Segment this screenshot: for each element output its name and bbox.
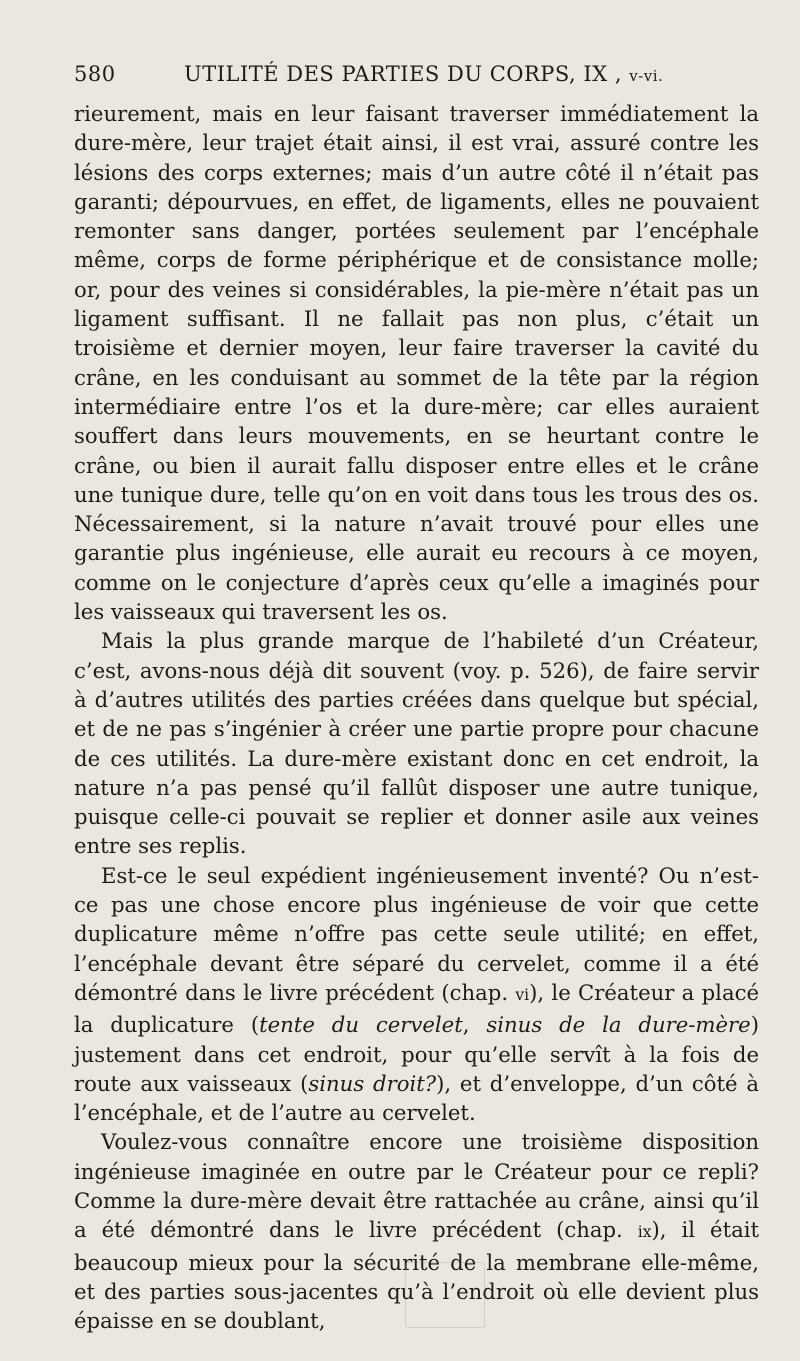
library-stamp (405, 1262, 485, 1328)
paragraph (74, 861, 759, 1128)
running-title-text: UTILITÉ DES PARTIES DU CORPS, IX , (184, 62, 623, 86)
text-run: ) justement dans cet endroit, pour qu’elle servît à la fois de route aux vaisseaux ( (74, 1012, 759, 1096)
chapter-ref: ix (637, 1223, 652, 1242)
italic-term: sinus de la dure-mère (486, 1012, 751, 1038)
text-run: ), il était beaucoup mieux pour la sécurité de la membrane elle-même, et des parties sous-jacentes qu’à l’endroit où elle devient plus épaisse en se doublant, (74, 1217, 760, 1334)
text-run: Mais la plus grande marque de l’habileté d’un Créateur, c’est, avons-nous déjà dit souvent (voy. p. 526), de faire servir à d’autres utilités des parties créées dans quelque but spécial, et de ne pas s’ingénier à créer une partie propre pour chacune de ces utilités. La dure-mère existant donc en cet endroit, la nature n’a pas pensé qu’il fallût disposer une autre tunique, puisque celle-ci pouvait se replier et donner asile aux veines entre ses replis. (74, 628, 759, 859)
italic-term: tente du cervelet (259, 1012, 463, 1038)
text-run: , (462, 1012, 487, 1038)
italic-term: sinus droit? (308, 1070, 437, 1096)
paragraph (74, 99, 759, 626)
chapter-range: v-vi. (629, 67, 664, 85)
body-text (74, 99, 759, 1335)
text-run: Voulez-vous connaître encore une troisième disposition ingénieuse imaginée en outre par le Créateur pour ce repli? Comme la dure-mère devait être rattachée au crâne, ainsi qu’il a été démontré dans le livre précédent (chap. (74, 1129, 759, 1243)
text-run: ), le Créateur a placé la duplicature ( (74, 979, 759, 1038)
paragraph (74, 626, 759, 860)
text-run: Est-ce le seul expédient ingénieusement inventé? Ou n’est-ce pas une chose encore plus ingénieuse de voir que cette duplicature même n’offre pas cette seule utilité; en effet, l’encéphale devant être séparé du cervelet, comme il a été démontré dans le livre précédent (chap. (74, 862, 759, 1005)
running-title (184, 62, 663, 86)
text-run: rieurement, mais en leur faisant traverser immédiatement la dure-mère, leur trajet était ainsi, il est vrai, assuré contre les lésions des corps externes; mais d’un autre côté il n’était pas garanti; dépourvues, en effet, de ligaments, elles ne pouvaient remonter sans danger, portées seulement par l’encéphale même, corps de forme périphérique et de consistance molle; or, pour des veines si considérables, la pie-mère n’était pas un ligament suffisant. Il ne fallait pas non plus, c’était un troisième et dernier moyen, leur faire traverser la cavité du crâne, en les conduisant au sommet de la tête par la région intermédiaire entre l’os et la dure-mère; car elles auraient souffert dans leurs mouvements, en se heurtant contre le crâne, ou bien il aurait fallu disposer entre elles et le crâne une tunique dure, telle qu’on en voit dans tous les trous des os. Nécessairement, si la nature n’avait trouvé pour elles une garantie plus ingénieuse, elle aurait eu recours à ce moyen, comme on le conjecture d’après ceux qu’elle a imaginés pour les vaisseaux qui traversent les os. (74, 101, 759, 625)
page-number: 580 (74, 62, 116, 86)
chapter-ref: vi (515, 985, 530, 1004)
page-header (74, 62, 726, 92)
text-run: ), et d’enveloppe, d’un côté à l’encéphale, et de l’autre au cervelet. (74, 1070, 760, 1126)
